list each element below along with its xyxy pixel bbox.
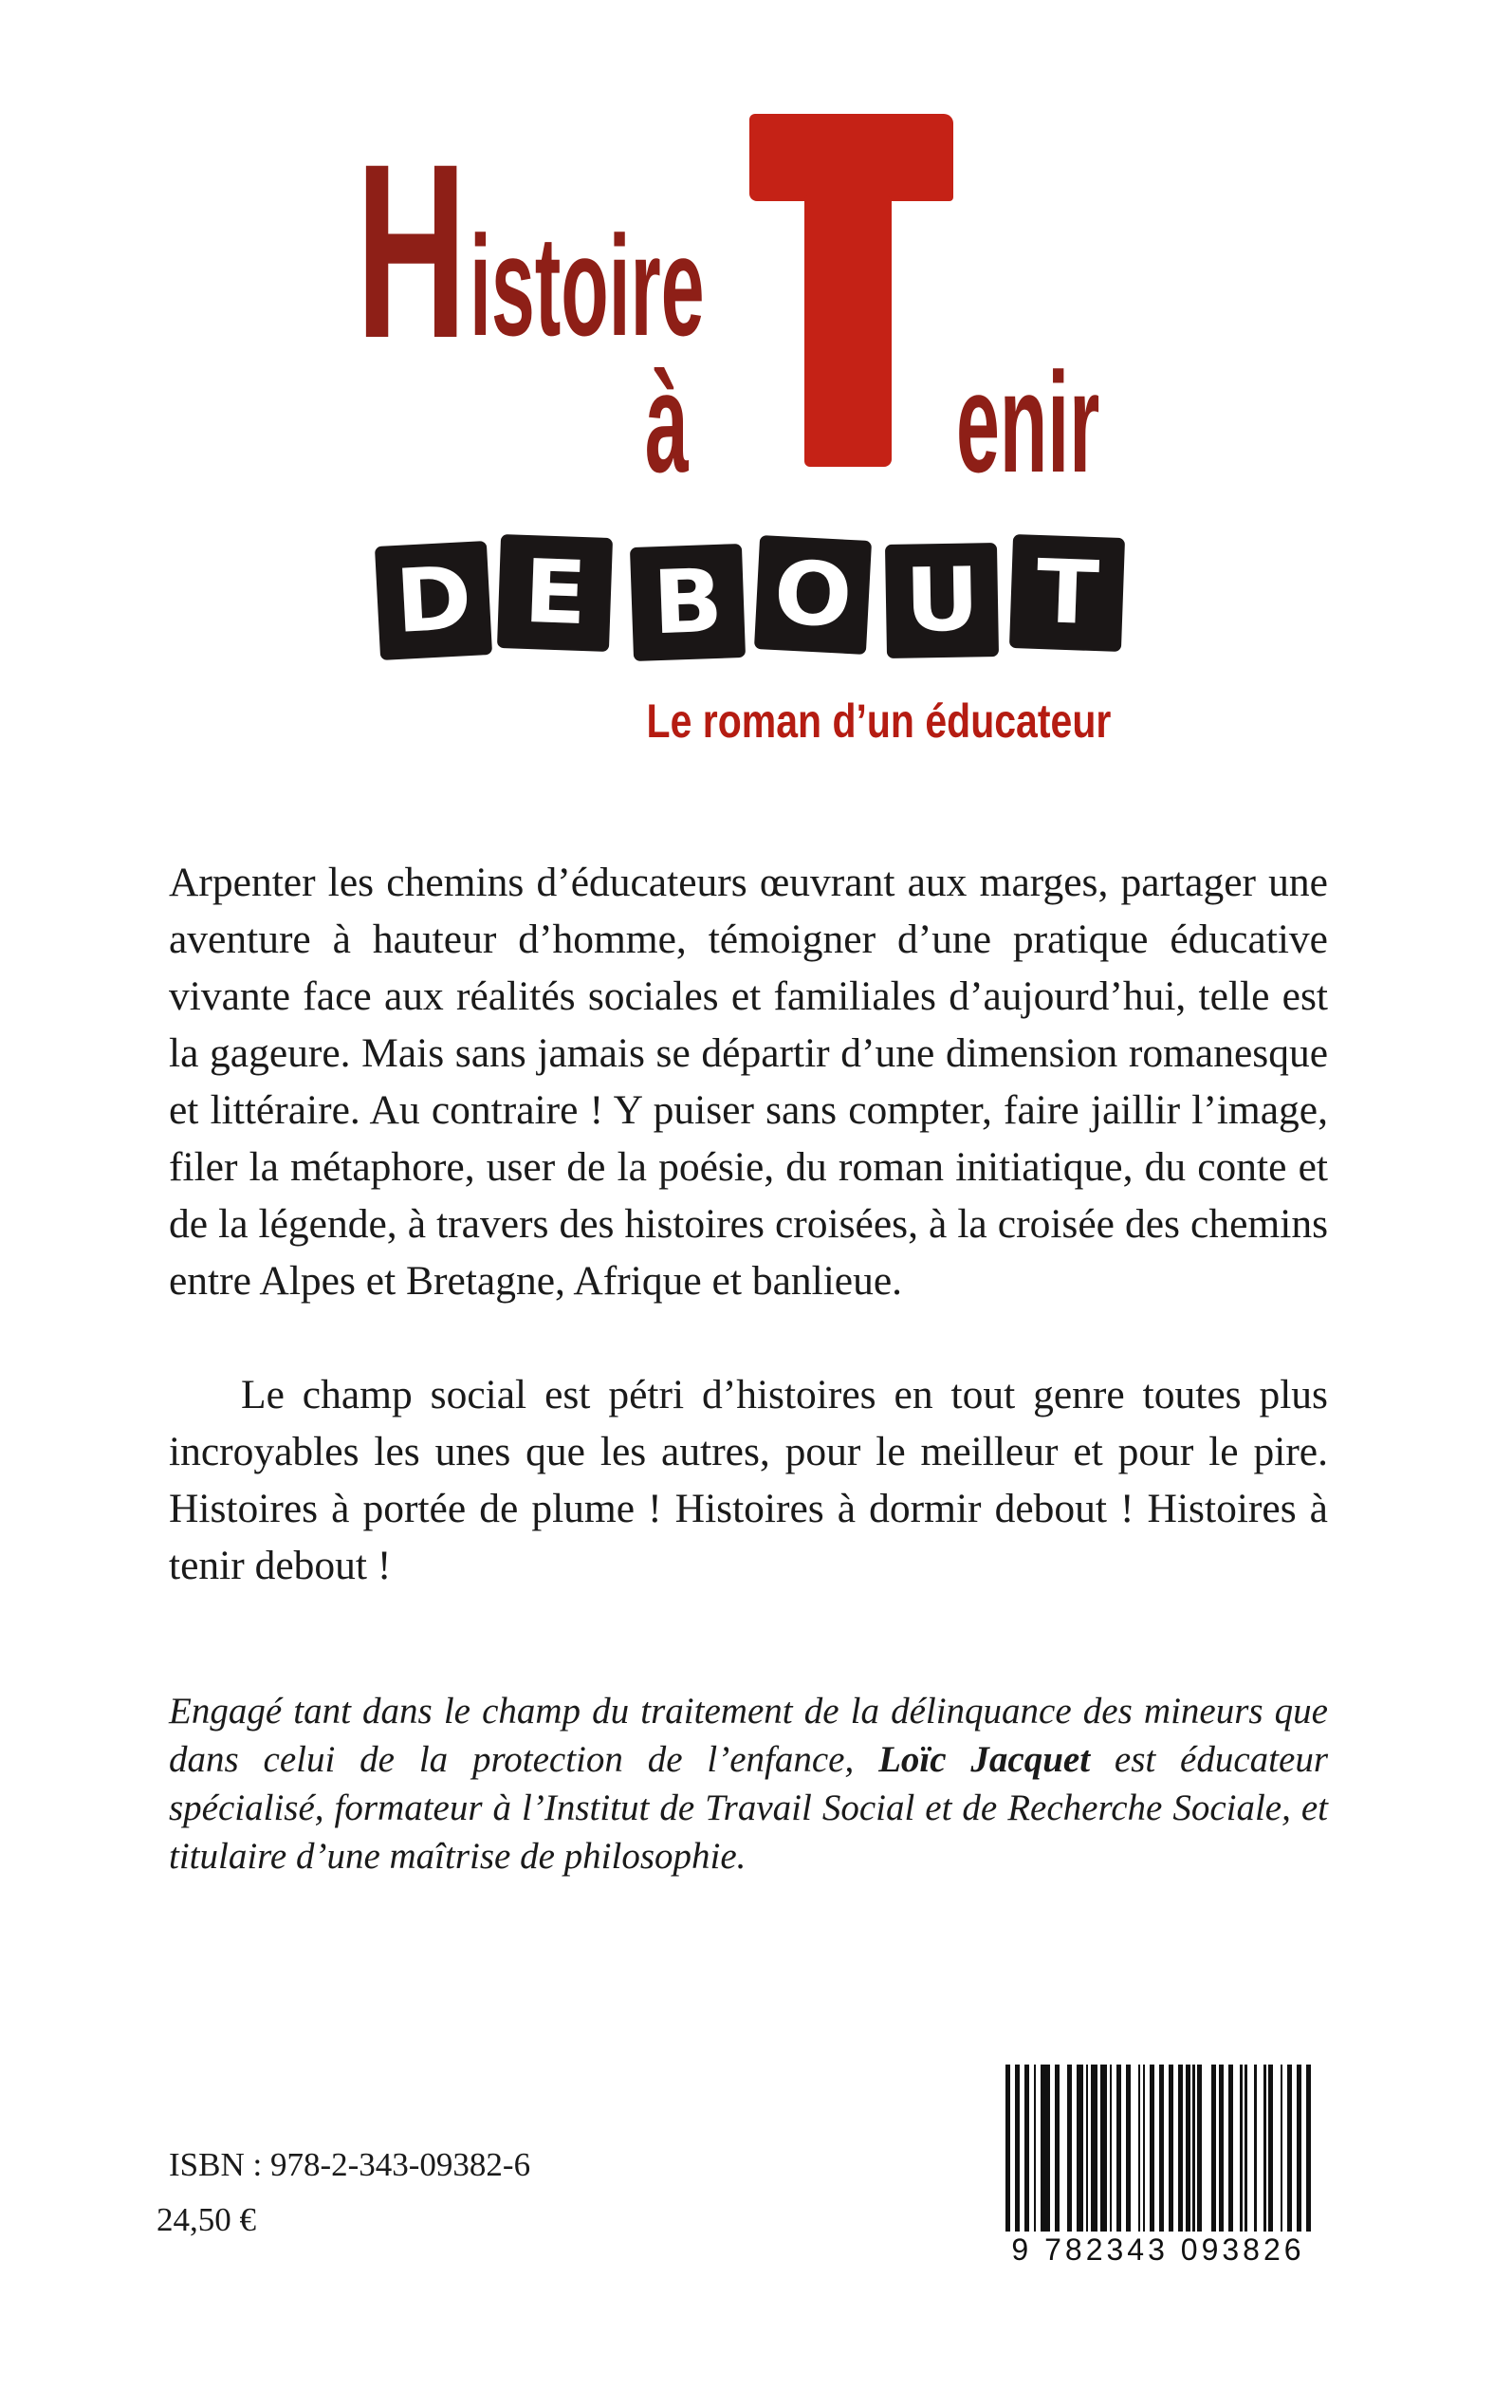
t-stem bbox=[804, 195, 892, 467]
barcode-bar bbox=[1034, 2065, 1037, 2232]
debout-letter: B bbox=[651, 549, 725, 655]
barcode-bar bbox=[1186, 2065, 1190, 2232]
author-name: Loïc Jacquet bbox=[878, 1739, 1091, 1780]
blurb-paragraph-2: Le champ social est pétri d’histoires en tout genre toutes plus incroyables les unes que les autres, pour le meilleur et pour le pire. Histoires à portée de plume ! Histoires à dormir debout ! Histoires à tenir debout ! bbox=[169, 1372, 1328, 1588]
barcode-bar bbox=[1306, 2065, 1311, 2232]
barcode-bars bbox=[1005, 2065, 1311, 2232]
barcode-bar bbox=[1254, 2065, 1257, 2232]
barcode-bar bbox=[1015, 2065, 1020, 2232]
barcode-bar bbox=[1150, 2065, 1154, 2232]
barcode-bar bbox=[1228, 2065, 1233, 2232]
isbn: ISBN : 978-2-343-09382-6 bbox=[169, 2146, 531, 2183]
barcode-bar bbox=[1116, 2065, 1121, 2232]
barcode-bar bbox=[1091, 2065, 1097, 2232]
title-word-enir: enir bbox=[956, 343, 1100, 502]
debout-letter: O bbox=[771, 541, 855, 648]
debout-letter: T bbox=[1034, 540, 1100, 645]
barcode-bar bbox=[1077, 2065, 1083, 2232]
bio-text-before: Engagé tant dans le champ du traitement de la délinquance des mineurs que dans celui de la protection de l’enfance, bbox=[169, 1691, 1328, 1780]
debout-letter: D bbox=[393, 546, 474, 654]
debout-tile bbox=[885, 543, 999, 658]
subtitle: Le roman d’un éducateur bbox=[646, 695, 1111, 748]
title-word-istoire: istoire bbox=[470, 206, 705, 365]
barcode-bar bbox=[1297, 2065, 1301, 2232]
barcode-bar bbox=[1268, 2065, 1273, 2232]
barcode-bar bbox=[1263, 2065, 1266, 2232]
barcode-bar bbox=[1143, 2065, 1146, 2232]
barcode-bar bbox=[1240, 2065, 1243, 2232]
barcode-bar bbox=[1086, 2065, 1089, 2232]
barcode-bar bbox=[1192, 2065, 1195, 2232]
barcode-bar bbox=[1055, 2065, 1060, 2232]
debout-tile bbox=[754, 535, 872, 655]
price: 24,50 € bbox=[157, 2201, 256, 2238]
debout-letter: E bbox=[522, 540, 588, 645]
barcode-bar bbox=[1159, 2065, 1164, 2232]
barcode-bar bbox=[1169, 2065, 1173, 2232]
debout-tile bbox=[1009, 534, 1125, 652]
blurb-paragraph-1: Arpenter les chemins d’éducateurs œuvrant aux marges, partager une aventure à hauteur d’homme, témoigner d’une pratique éducative vivante face aux réalités sociales et familiales d’aujourd’hui, telle est la gageure. Mais sans jamais se départir d’une dimension romanesque et littéraire. Au contraire ! Y puiser sans compter, faire jaillir l’image, filer la métaphore, user de la poésie, du roman initiatique, du conte et de la légende, à travers des histoires croisées, à la croisée des chemins entre Alpes et Bretagne, Afrique et banlieue. bbox=[169, 860, 1328, 1304]
t-crossbar bbox=[749, 114, 953, 201]
barcode-bar bbox=[1281, 2065, 1283, 2232]
barcode-bar bbox=[1138, 2065, 1141, 2232]
debout-tile bbox=[630, 544, 746, 661]
barcode bbox=[986, 2059, 1330, 2269]
barcode-bar bbox=[1126, 2065, 1131, 2232]
barcode-bar bbox=[1245, 2065, 1247, 2232]
barcode-bar bbox=[1005, 2065, 1010, 2232]
barcode-bar bbox=[1211, 2065, 1216, 2232]
debout-tile bbox=[497, 534, 613, 652]
barcode-bar bbox=[1197, 2065, 1202, 2232]
title-initial-h: H bbox=[356, 112, 468, 390]
barcode-bar bbox=[1067, 2065, 1072, 2232]
title-initial-t bbox=[749, 114, 953, 465]
barcode-bar bbox=[1024, 2065, 1029, 2232]
author-bio bbox=[169, 1687, 1328, 1880]
barcode-bar bbox=[1110, 2065, 1113, 2232]
barcode-digits: 9 782343 093826 bbox=[1011, 2232, 1305, 2267]
bio-text-after: est éducateur spécialisé, formateur à l’Institut de Travail Social et de Recherche Sociale, et titulaire d’une maîtrise de philosophie. bbox=[169, 1739, 1328, 1877]
barcode-bar bbox=[1287, 2065, 1292, 2232]
barcode-bar bbox=[1100, 2065, 1107, 2232]
debout-tile bbox=[375, 541, 492, 660]
barcode-bar bbox=[1041, 2065, 1050, 2232]
title-debout-tiles bbox=[378, 536, 1127, 659]
barcode-bar bbox=[1219, 2065, 1224, 2232]
barcode-bar bbox=[1178, 2065, 1183, 2232]
debout-letter: U bbox=[903, 548, 981, 652]
title-word-a: à bbox=[645, 343, 689, 502]
